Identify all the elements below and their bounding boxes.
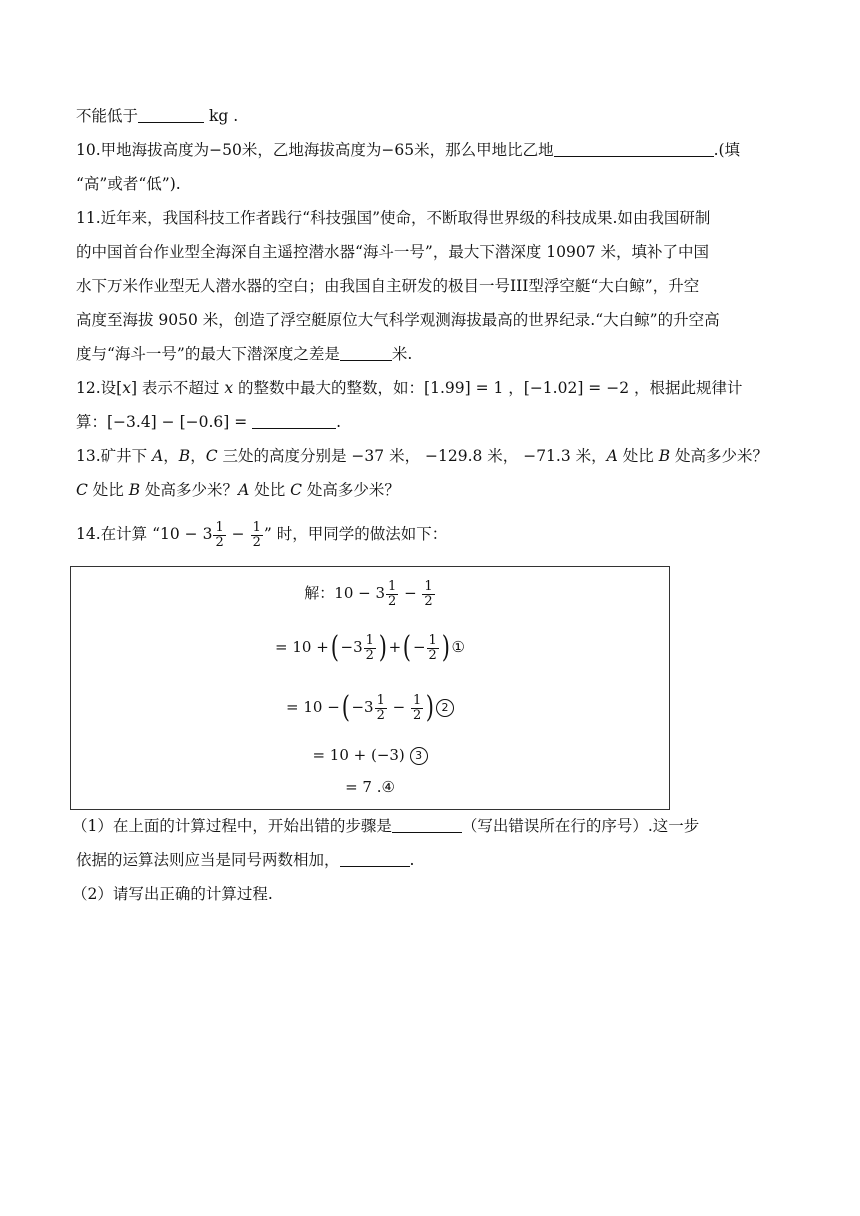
- fraction: $\frac{1}{2}$: [365, 632, 374, 663]
- step-marker-1: ①: [451, 638, 465, 656]
- fraction: $\frac{1}{2}$: [428, 632, 437, 663]
- q12-line1: 12.设[x] 表示不超过 x 的整数中最大的整数，如：[1.99] = 1 ，[−1.02] = −2 ，根据此规律计: [76, 379, 743, 397]
- solution-line-1: = 10 +( −3 $\frac{1}{2}$ ) +( − $\frac{1}{2}$ ) ①: [275, 630, 465, 665]
- answer-blank[interactable]: [252, 413, 336, 429]
- step-marker-2: 2: [436, 699, 454, 717]
- answer-blank[interactable]: [340, 345, 392, 361]
- q11-line4: 高度至海拔 9050 米，创造了浮空艇原位大气科学观测海拔最高的世界纪录.“大白鲸”的升空高: [76, 311, 720, 329]
- solution-box: [70, 566, 670, 810]
- q10-line2: “高”或者“低”).: [76, 175, 181, 193]
- solution-line-4: = 7 .④: [345, 778, 395, 796]
- q12-line2: 算：[−3.4] − [−0.6] = .: [76, 413, 342, 431]
- solution-line-3: = 10 + (−3) 3: [71, 745, 669, 765]
- q11-line2: 的中国首台作业型全海深自主遥控潜水器“海斗一号”，最大下潜深度 10907 米，填补了中国: [76, 243, 710, 261]
- q9-tail: 不能低于 kg .: [76, 107, 239, 125]
- step-marker-3: 3: [410, 747, 428, 765]
- q11-line5: 度与“海斗一号”的最大下潜深度之差是 米.: [76, 345, 413, 363]
- fraction: $\frac{1}{2}$: [388, 578, 397, 609]
- q13-line2: C 处比 B 处高多少米？A 处比 C 处高多少米？: [76, 481, 400, 499]
- step-marker-4: ④: [381, 778, 395, 796]
- answer-blank[interactable]: [340, 851, 410, 867]
- q11-line3: 水下万米作业型无人潜水器的空白；由我国自主研发的极目一号III型浮空艇“大白鲸”，升空: [76, 277, 700, 295]
- fraction: $\frac{1}{2}$: [215, 519, 224, 550]
- fraction: $\frac{1}{2}$: [252, 519, 261, 550]
- fraction: $\frac{1}{2}$: [424, 578, 433, 609]
- fraction: $\frac{1}{2}$: [376, 692, 385, 723]
- answer-blank[interactable]: [138, 107, 204, 123]
- answer-blank[interactable]: [392, 817, 462, 833]
- answer-blank[interactable]: [554, 141, 714, 157]
- fraction: $\frac{1}{2}$: [413, 692, 422, 723]
- solution-line-2: = 10 −( −3 $\frac{1}{2}$ − $\frac{1}{2}$ ) 2: [71, 689, 669, 726]
- q13-line1: 13.矿井下 A，B，C 三处的高度分别是 −37 米， −129.8 米， −71.3 米，A 处比 B 处高多少米？: [76, 447, 769, 465]
- q11-line1: 11.近年来，我国科技工作者践行“科技强国”使命，不断取得世界级的科技成果.如由我国研制: [76, 209, 711, 227]
- q14-intro: 14.在计算 “10 − 3 $\frac{1}{2}$ − $\frac{1}{2}$ ” 时，甲同学的做法如下：: [76, 519, 448, 550]
- solution-line-0: 解：10 − 3 $\frac{1}{2}$ − $\frac{1}{2}$: [304, 578, 433, 609]
- q10-line1: 10.甲地海拔高度为−50米，乙地海拔高度为−65米，那么甲地比乙地 .(填: [76, 141, 741, 159]
- q14-part1-line2: 依据的运算法则应当是同号两数相加， .: [76, 851, 415, 869]
- q14-part1-line1: （1）在上面的计算过程中，开始出错的步骤是 （写出错误所在行的序号）.这一步: [72, 817, 700, 835]
- q14-part2: （2）请写出正确的计算过程.: [72, 885, 273, 903]
